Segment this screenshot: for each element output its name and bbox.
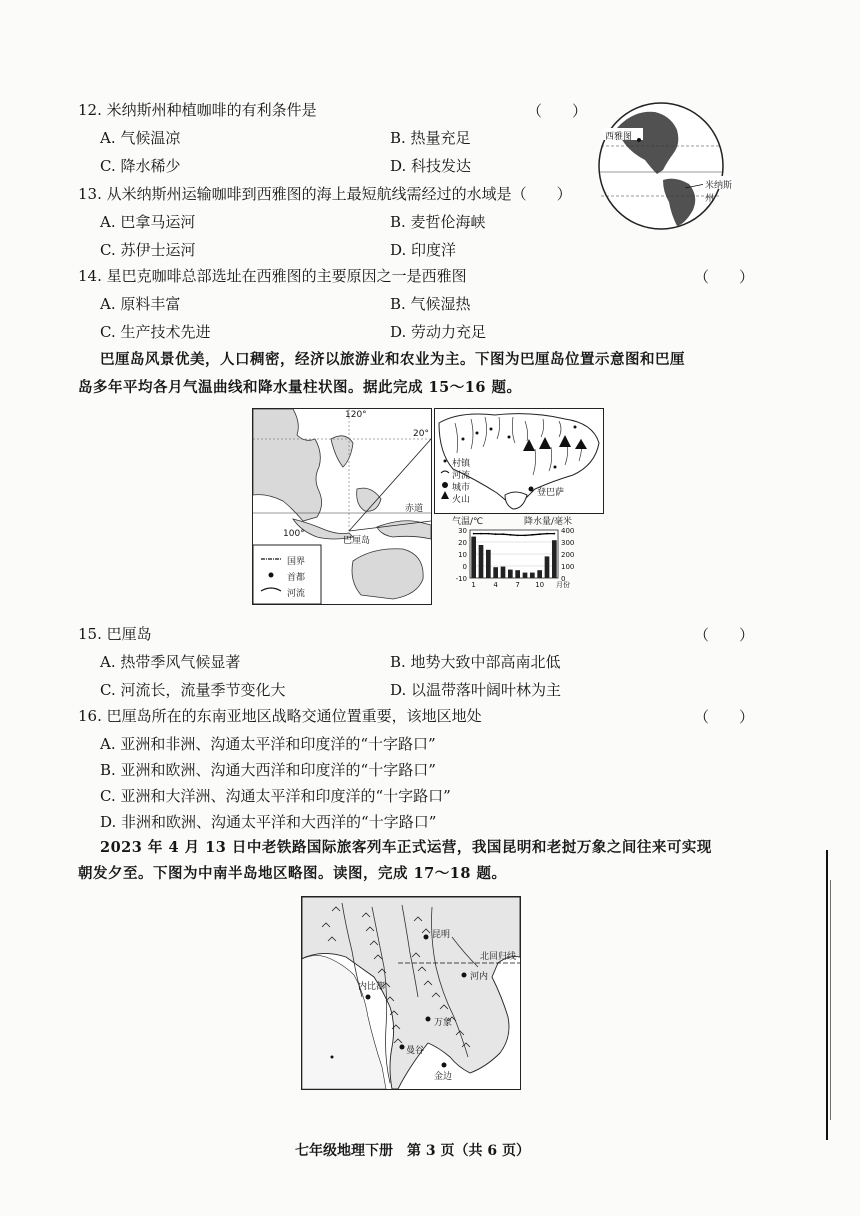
temperature-point — [531, 534, 533, 536]
seattle-label: 西雅图 — [605, 132, 633, 142]
q14-option-b[interactable]: B. 气候湿热 — [390, 295, 471, 313]
intro-15-16-line2: 岛多年平均各月气温曲线和降水量柱状图。据此完成 15～16 题。 — [78, 379, 522, 396]
q14-option-d[interactable]: D. 劳动力充足 — [390, 323, 487, 341]
precip-bar — [471, 537, 476, 578]
q12-option-c[interactable]: C. 降水稀少 — [100, 157, 181, 175]
precip-bar — [486, 550, 491, 578]
temperature-point — [553, 533, 555, 535]
chart-ytick-left: 0 — [462, 563, 467, 571]
bali-label: 巴厘岛 — [343, 536, 371, 546]
precip-bar — [493, 567, 498, 578]
inset-legend-volcano: 火山 — [452, 495, 471, 505]
precip-bar — [508, 570, 513, 578]
chart-ytick-left: 20 — [458, 539, 467, 547]
q16-option-d[interactable]: D. 非洲和欧洲、沟通太平洋和大西洋的“十字路口” — [100, 813, 437, 831]
intro-17-18-line2: 朝发夕至。下图为中南半岛地区略图。读图，完成 17～18 题。 — [78, 865, 507, 882]
chart-ytick-right: 200 — [561, 551, 575, 559]
q14-option-c[interactable]: C. 生产技术先进 — [100, 323, 211, 341]
inset-legend-city: 城市 — [452, 483, 471, 493]
q12-option-a[interactable]: A. 气候温凉 — [100, 129, 181, 147]
hanoi-label: 河内 — [470, 972, 489, 982]
climate-plot — [434, 526, 602, 602]
q15-option-d[interactable]: D. 以温带落叶阔叶林为主 — [390, 681, 562, 699]
temperature-point — [473, 533, 475, 535]
chart-ylabel-right: 降水量/毫米 — [524, 517, 573, 527]
indochina-map — [301, 896, 521, 1090]
q16-option-b[interactable]: B. 亚洲和欧洲、沟通大西洋和印度洋的“十字路口” — [100, 761, 436, 779]
precip-bar — [501, 567, 506, 578]
chart-xlabel: 月份 — [556, 581, 570, 589]
q15-option-a[interactable]: A. 热带季风气候显著 — [100, 653, 241, 671]
naypyidaw-label: 内比都 — [358, 982, 386, 992]
inset-legend-village: 村镇 — [452, 459, 471, 469]
precip-bar — [552, 540, 557, 578]
q16-stem: 16. 巴厘岛所在的东南亚地区战略交通位置重要，该地区地处 — [78, 707, 482, 725]
inset-legend-river: 河流 — [452, 471, 471, 481]
globe-figure — [593, 100, 733, 234]
temperature-point — [539, 533, 541, 535]
scan-edge-line — [826, 850, 828, 1140]
q16-option-a[interactable]: A. 亚洲和非洲、沟通太平洋和印度洋的“十字路口” — [100, 735, 436, 753]
temperature-point — [502, 533, 504, 535]
temperature-point — [546, 533, 548, 535]
chart-ylabel-left: 气温/℃ — [452, 517, 484, 527]
chart-ytick-right: 300 — [561, 539, 575, 547]
chart-ytick-right: 400 — [561, 527, 575, 535]
equator-label: 赤道 — [405, 504, 424, 514]
chart-xtick: 7 — [515, 581, 520, 589]
precip-bar — [515, 570, 520, 578]
page-footer: 七年级地理下册 第 3 页（共 6 页） — [295, 1143, 530, 1159]
temperature-point — [517, 535, 519, 537]
q15-option-b[interactable]: B. 地势大致中部高南北低 — [390, 653, 561, 671]
lon-100-label: 100° — [283, 529, 305, 539]
q12-answer-paren[interactable]: （ ） — [527, 102, 588, 120]
q12-option-d[interactable]: D. 科技发达 — [390, 157, 472, 175]
q13-option-c[interactable]: C. 苏伊士运河 — [100, 241, 196, 259]
precip-bar — [523, 573, 528, 578]
chart-ytick-left: 30 — [458, 527, 467, 535]
q13-option-a[interactable]: A. 巴拿马运河 — [100, 213, 196, 231]
chart-xtick: 1 — [471, 581, 476, 589]
lon-120-label: 120° — [345, 410, 367, 420]
q16-option-c[interactable]: C. 亚洲和大洋洲、沟通太平洋和印度洋的“十字路口” — [100, 787, 451, 805]
lat-20-label: 20° — [413, 429, 429, 439]
q15-option-c[interactable]: C. 河流长，流量季节变化大 — [100, 681, 286, 699]
tropic-label: 北回归线 — [480, 952, 517, 962]
legend-border: 国界 — [287, 557, 306, 567]
precip-bar — [479, 545, 484, 578]
intro-17-18-line1: 2023 年 4 月 13 日中老铁路国际旅客列车正式运营，我国昆明和老挝万象之间往来可实现 — [100, 839, 712, 856]
q15-stem: 15. 巴厘岛 — [78, 625, 152, 643]
phnompenh-label: 金边 — [434, 1072, 453, 1082]
denpasar-label: 登巴萨 — [537, 488, 565, 498]
precip-bar — [545, 556, 550, 578]
q16-answer-paren[interactable]: （ ） — [694, 708, 755, 726]
temperature-point — [495, 533, 497, 535]
precip-bar — [530, 573, 535, 578]
q12-stem: 12. 米纳斯州种植咖啡的有利条件是 — [78, 101, 317, 119]
bali-location-map — [252, 408, 432, 605]
minas-label: 米纳斯州 — [705, 181, 733, 204]
kunming-label: 昆明 — [432, 930, 451, 940]
q13-option-d[interactable]: D. 印度洋 — [390, 241, 457, 259]
temperature-point — [509, 534, 511, 536]
legend-capital: 首都 — [287, 573, 306, 583]
chart-ytick-right: 0 — [561, 575, 566, 583]
temperature-point — [487, 533, 489, 535]
vientiane-label: 万象 — [434, 1018, 453, 1028]
q14-answer-paren[interactable]: （ ） — [694, 268, 755, 286]
chart-ytick-right: 100 — [561, 563, 575, 571]
climate-chart — [434, 514, 602, 602]
bali-island-inset — [434, 408, 604, 514]
chart-xtick: 4 — [493, 581, 498, 589]
temperature-point — [524, 535, 526, 537]
q14-option-a[interactable]: A. 原料丰富 — [100, 295, 181, 313]
chart-xtick: 10 — [535, 581, 545, 589]
chart-ytick-left: 10 — [458, 551, 467, 559]
legend-river: 河流 — [287, 589, 306, 599]
q12-option-b[interactable]: B. 热量充足 — [390, 129, 471, 147]
chart-ytick-left: -10 — [455, 575, 467, 583]
temperature-point — [480, 533, 482, 535]
q14-stem: 14. 星巴克咖啡总部选址在西雅图的主要原因之一是西雅图 — [78, 267, 467, 285]
precip-bar — [537, 570, 542, 578]
q13-stem: 13. 从米纳斯州运输咖啡到西雅图的海上最短航线需经过的水域是（ ） — [78, 185, 572, 203]
q15-answer-paren[interactable]: （ ） — [694, 626, 755, 644]
q13-option-b[interactable]: B. 麦哲伦海峡 — [390, 213, 486, 231]
bangkok-label: 曼谷 — [406, 1046, 425, 1056]
scan-edge-line-2 — [830, 880, 831, 1120]
intro-15-16-line1: 巴厘岛风景优美，人口稠密，经济以旅游业和农业为主。下图为巴厘岛位置示意图和巴厘 — [100, 351, 685, 368]
